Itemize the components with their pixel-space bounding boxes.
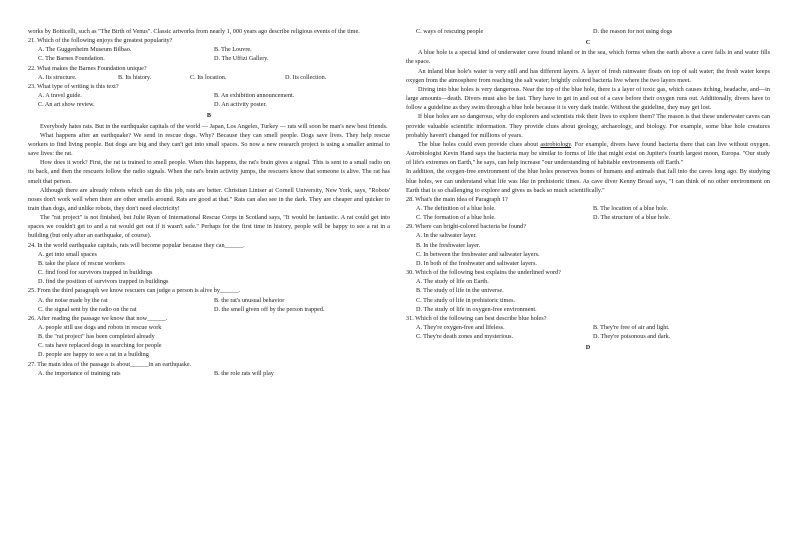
option-b: B. An exhibition announcement. [214, 92, 295, 100]
section-d-heading: D [585, 344, 591, 352]
option-a: A. Its structure. [38, 73, 77, 81]
option-d: D. people are happy to see a rat in a building [38, 351, 149, 359]
question-31 [406, 314, 770, 341]
passage-c-paragraph-6: In addition, the oxygen-free environment of the blue holes preserves bones of humans and animals that fall into the caves long ago. By studying blue holes, we can understand what life was like in prehistoric times. As cave diver Kenny Broad says, "I can think of no other environment on Earth that is so challenging to explore and gives us back so much scientifically." [406, 168, 770, 194]
option-c: C. rats have replaced dogs in searching for people [38, 342, 162, 350]
option-c: C. The Barnes Foundation. [38, 55, 105, 63]
section-b-heading: B [206, 112, 212, 120]
question-26 [28, 314, 390, 360]
option-b: B. The Louvre. [214, 46, 252, 54]
option-d: D. Its collection. [285, 73, 327, 81]
question-stem: 31. Which of the following can best describe blue holes? [406, 314, 547, 322]
option-a: A. the importance of training rats [38, 369, 121, 377]
question-stem: 25. From the third paragraph we know rescuers can judge a person is alive by______. [28, 287, 241, 295]
option-c: C. find food for survivors trapped in buildings [38, 269, 153, 277]
passage-c-paragraph-3: Diving into blue holes is very dangerous. Near the top of the blue hole, there is a layer of toxic gas, which causes itching, headache, and—in large amounts—death. Divers must also be fast. They have to get in and out of a cave before their oxygen runs out. Additionally, divers have to follow a guideline as they swim through a blue hole because it is very dark inside. Without the guideline, they may get lost. [406, 85, 770, 112]
option-c: C. An art show review. [38, 101, 95, 109]
left-column [28, 27, 390, 378]
question-stem: 24. In the world earthquake capitals, rats will become popular because they can______. [28, 241, 245, 249]
option-a: A. The study of life on Earth. [416, 278, 489, 286]
option-c: C. Its location. [190, 73, 227, 81]
intro-paragraph: works by Botticelli, such as "The Birth of Venus". Classic artworks from nearly 1, 000 years ago describe religious events of the time. [28, 28, 360, 35]
option-b: B. In the freshwater layer. [416, 241, 481, 249]
question-stem: 22. What makes the Barnes Foundation unique? [28, 64, 147, 72]
option-d: D. The Uffizi Gallery. [214, 55, 269, 63]
passage-b-paragraph-4: Although there are already robots which can do this job, rats are better. Christian Lintser at Cornell University, New York, says, "Robots' noses don't work well when there are other smells around. Rats are good at that." Rats can also see in the dark. They are cheaper and quicker to train than dogs, and unlike robots, they don't need electricity! [28, 186, 390, 212]
option-c: C. ways of rescuing people [416, 28, 484, 35]
option-d: D. the smell given off by the person trapped. [214, 305, 325, 313]
question-stem: 28. What's the main idea of Paragraph 1? [406, 195, 508, 203]
option-a: A. The definition of a blue hole. [416, 204, 496, 212]
question-25 [28, 286, 390, 313]
question-stem: 30. Which of the following best explains the underlined word? [406, 269, 561, 277]
option-a: A. people still use dogs and robots in rescue work [38, 324, 162, 331]
question-27 [28, 360, 390, 378]
passage-c-paragraph-1: A blue hole is a special kind of underwater cave found inland or in the sea, which forms when the earth above a cave falls in and water fills the space. [406, 49, 770, 66]
option-a: A. In the saltwater layer. [416, 232, 477, 240]
question-27-continued [406, 27, 770, 36]
question-stem: 23. What type of writing is this text? [28, 82, 119, 90]
question-24 [28, 241, 390, 287]
paragraph-5-start: The blue holes could even provide clues about [418, 140, 541, 148]
option-d: D. The structure of a blue hole. [593, 214, 671, 222]
option-d: D. find the position of survivors trapped in buildings [38, 278, 169, 286]
underlined-word: astrobiology [540, 140, 571, 148]
question-stem: 27. The main idea of the passage is about______in an earthquake. [28, 360, 192, 368]
passage-b-paragraph-2: What happens after an earthquake? We send in rescue dogs. Why? Because they can smell people. Dogs save lives. They help rescue workers to find living people. But dogs are big and they can't get into small spaces. So now a new research project is using a smaller animal to save lives: the rat. [28, 131, 390, 158]
option-d: D. In both of the freshwater and saltwater layers. [416, 259, 537, 267]
passage-b-paragraph-1: Everybody hates rats. But in the earthquake capitals of the world — Japan, Los Angeles, Turkey — rats will soon be man's new best friends. [40, 122, 388, 130]
option-b: B. the "rat project" has been completed already [38, 333, 155, 341]
question-stem: 26. After reading the passage we know that now______. [28, 314, 168, 322]
question-30 [406, 268, 770, 314]
option-d: D. An activity poster. [214, 101, 267, 109]
option-c: C. In between the freshwater and saltwater layers. [416, 250, 540, 258]
option-b: B. The study of life in the universe. [416, 287, 504, 295]
right-column [406, 27, 770, 353]
option-d: D. The study of life in oxygen-free environment. [416, 305, 537, 313]
option-d: D. They're poisonous and dark. [593, 333, 671, 341]
question-22 [28, 64, 390, 82]
option-c: C. They're death zones and mysterious. [416, 333, 514, 341]
passage-b-paragraph-5: The "rat project" is not finished, but Julie Ryan of International Rescue Corps in Scotland says, "It would be fantastic. A rat could get into spaces we couldn't get to and a rat would get out if it wasn't safe." Perhaps for the first time in history, people will be happy to see a rat in a building (but only after an earthquake, of course). [28, 214, 390, 240]
option-c: C. The formation of a blue hole. [416, 214, 496, 222]
option-b: B. Its history. [118, 73, 152, 81]
option-b: B. The location of a blue hole. [593, 204, 669, 212]
option-a: A. the noise made by the rat [38, 296, 108, 304]
question-stem: 29. Where can bright-colored bacteria be found? [406, 223, 526, 231]
passage-c-paragraph-4: If blue holes are so dangerous, why do explorers and scientists risk their lives to explore them? The reason is that these underwater caves can provide valuable scientific information. They provide clues about geology, archaeology, and biology. For example, some blue hole creatures probably haven't changed for millions of years. [406, 113, 770, 139]
option-c: C. the signal sent by the radio on the rat [38, 305, 137, 313]
question-29 [406, 222, 770, 268]
question-23 [28, 82, 390, 109]
passage-c-paragraph-5 [406, 140, 770, 167]
section-c-heading: C [585, 39, 591, 47]
option-c: C. The study of life in prehistoric times. [416, 296, 516, 304]
passage-c-paragraph-2: An inland blue hole's water is very still and has different layers. A layer of fresh rainwater floats on top of salt water; the fresh water keeps oxygen from the atmosphere from reaching the salt water; brightly colored bacteria live where the two layers meet. [406, 67, 770, 84]
paragraph-5-end: . For example, divers have found bacteria there that can live without oxygen. Astrobiologist Kevin Hand says the bacteria may be similar to forms of life that might exist on Jupiter's fourth largest moon, Europa. "Our study of life's extremes on Earth," he says, can help increase "our understanding of habitable environments off Earth." [406, 140, 771, 167]
option-a: A. They're oxygen-free and lifeless. [416, 324, 505, 331]
option-a: A. A travel guide. [38, 92, 82, 100]
question-28 [406, 195, 770, 222]
option-d: D. the reason for not using dogs [593, 28, 673, 35]
option-a: A. get into small spaces [38, 250, 97, 258]
option-b: B. the rat's unusual behavior [214, 296, 285, 304]
option-b: B. take the place of rescue workers [38, 259, 125, 267]
passage-b-paragraph-3: How does it work? First, the rat is trained to smell people. When this happens, the rat's brain gives a signal. This is sent to a small radio on its back, and then the rescuers follow the radio signals. When the rat's brain activity jumps, the rescuers know that someone is alive. The rat has smelt that person. [28, 159, 390, 185]
option-b: B. They're free of air and light. [593, 324, 670, 331]
question-21 [28, 36, 390, 63]
option-b: B. the role rats will play [214, 369, 274, 377]
question-stem: 21. Which of the following enjoys the greatest popularity? [28, 37, 173, 45]
option-a: A. The Guggenheim Museum Bilbao. [38, 46, 132, 54]
